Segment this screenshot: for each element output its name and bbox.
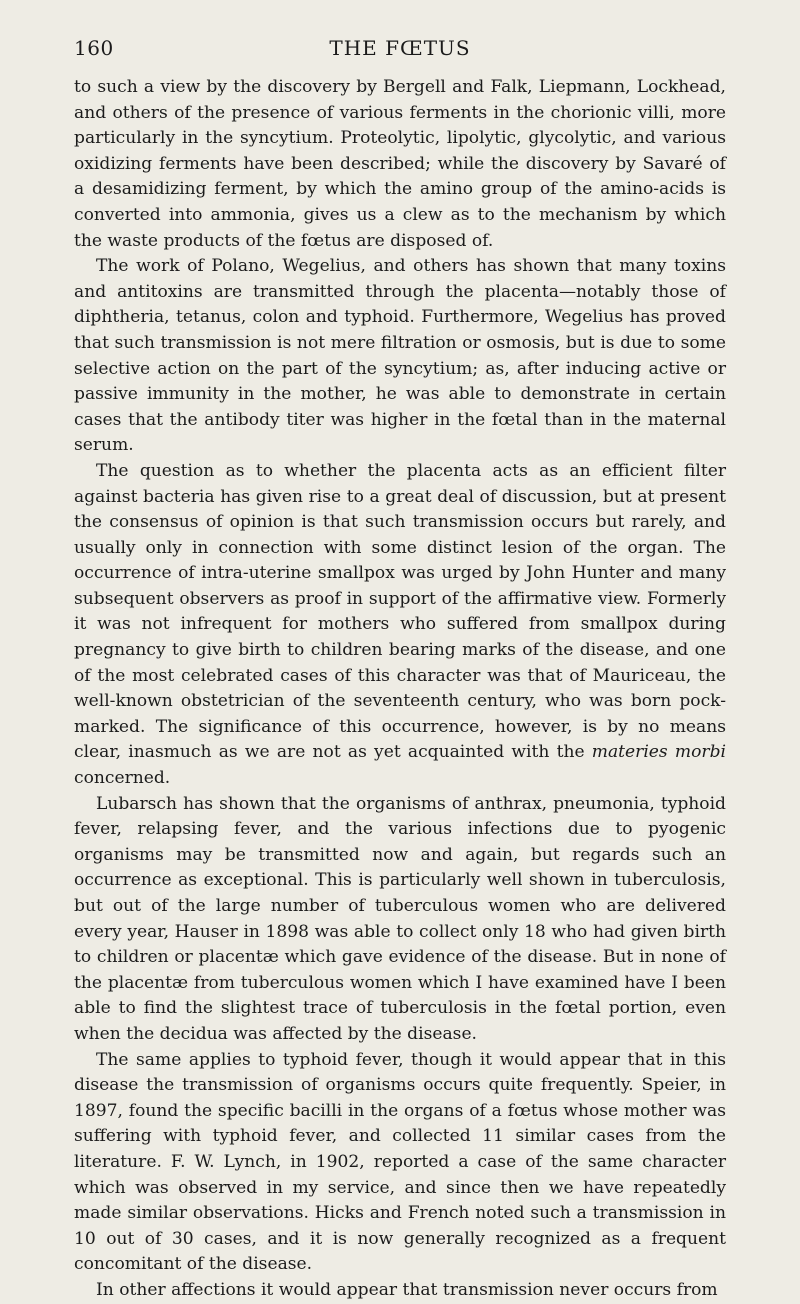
body-text [74,75,726,1304]
text-run: Lubarsch has shown that the organisms of anthrax, pneumonia, typhoid fever, relapsing fever, and the various infections due to pyogenic organisms may be transmitted now and again, but regards such an occurrence as exceptional. This is particularly well shown in tuberculosis, but out of the large number of tuberculous women who are delivered every year, Hauser in 1898 was able to collect only 18 who had given birth to children or placentæ which gave evidence of the disease. But in none of the placentæ from tuberculous women which I have examined have I been able to find the slightest trace of tuberculosis in the fœtal portion, even when the decidua was affected by the disease. [74,793,726,1044]
page-number: 160 [74,36,114,60]
paragraph [74,1048,726,1278]
italic-term: materies morbi [591,742,726,763]
paragraph [74,1278,726,1304]
paragraph [74,75,726,254]
text-run: The same applies to typhoid fever, though it would appear that in this disease the transmission of organisms occurs quite frequently. Speier, in 1897, found the specific bacilli in the organs of a fœtus whose mother was suffering with typhoid fever, and collected 11 similar cases from the literature. F. W. Lynch, in 1902, reported a case of the same character which was observed in my service, and since then we have repeatedly made similar observations. Hicks and French noted such a transmission in 10 out of 30 cases, and it is now generally recognized as a frequent concomitant of the disease. [74,1049,726,1275]
text-run: The question as to whether the placenta acts as an efficient filter against bacteria has given rise to a great deal of discussion, but at present the consensus of opinion is that such transmission occurs but rarely, and usually only in connection with some distinct lesion of the organ. The occurrence of intra-uterine smallpox was urged by John Hunter and many subsequent observers as proof in support of the affirmative view. Formerly it was not infrequent for mothers who suffered from smallpox during pregnancy to give birth to children bearing marks of the disease, and one of the most celebrated cases of this character was that of Mauriceau, the well-known obstetrician of the seventeenth century, who was born pock-marked. The significance of this occurrence, however, is by no means clear, inasmuch as we are not as yet acquainted with the [74,460,726,763]
text-run: In other affections it would appear that transmission never occurs from [96,1279,718,1300]
text-run: concerned. [74,768,171,789]
text-run: The work of Polano, Wegelius, and others has shown that many toxins and antitoxins are transmitted through the placenta—notably those of diphtheria, tetanus, colon and typhoid. Furthermore, Wegelius has proved that such transmission is not mere filtration or osmosis, but is due to some selective action on the part of the syncytium; as, after inducing active or passive immunity in the mother, he was able to demonstrate in certain cases that the antibody titer was higher in the fœtal than in the maternal serum. [74,256,726,456]
text-run: to such a view by the discovery by Bergell and Falk, Liepmann, Lockhead, and others of the presence of various ferments in the chorionic villi, more particularly in the syncytium. Proteolytic, lipolytic, glycolytic, and various oxidizing ferments have been described; while the discovery by Savaré of a desamidizing ferment, by which the amino group of the amino-acids is converted into ammonia, gives us a clew as to the mechanism by which the waste products of the fœtus are disposed of. [74,77,726,251]
paragraph [74,792,726,1048]
running-title: THE FŒTUS [329,36,471,60]
paragraph [74,459,726,792]
page-header [74,36,726,64]
paragraph [74,254,726,459]
